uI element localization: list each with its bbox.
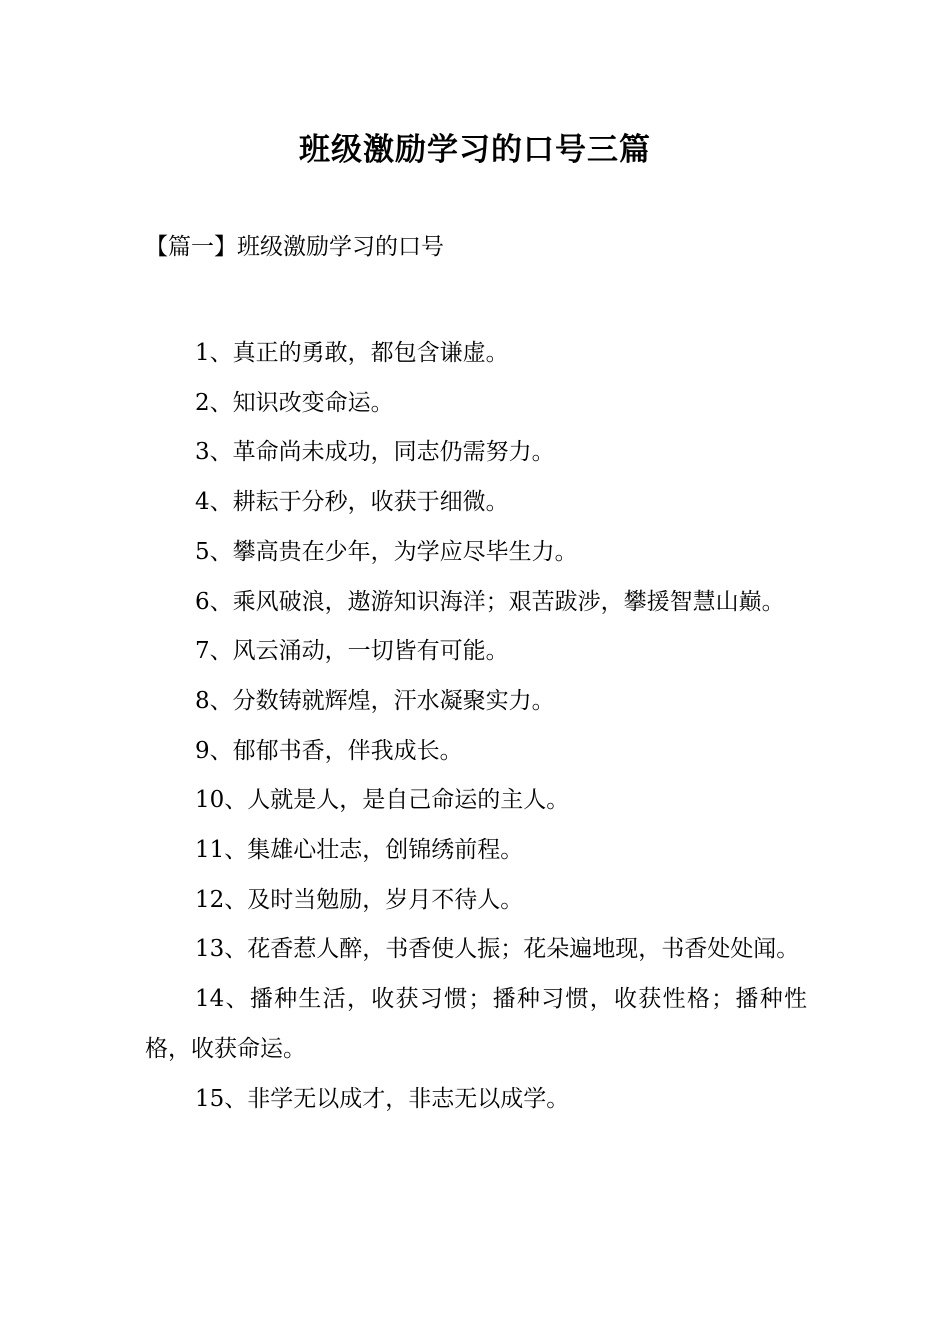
- list-item: 2、知识改变命运。: [195, 389, 394, 416]
- list-item: 4、耕耘于分秒，收获于细微。: [195, 489, 509, 516]
- list-item: 6、乘风破浪，遨游知识海洋；艰苦跋涉，攀援智慧山巅。: [195, 588, 785, 615]
- document-title: 班级激励学习的口号三篇: [299, 132, 651, 168]
- list-item: 3、革命尚未成功，同志仍需努力。: [195, 439, 555, 466]
- section-heading: 【篇一】班级激励学习的口号: [145, 234, 444, 260]
- list-item: 15、非学无以成才，非志无以成学。: [195, 1085, 570, 1112]
- list-item: 11、集雄心壮志，创锦绣前程。: [195, 837, 524, 864]
- list-item: 12、及时当勉励，岁月不待人。: [195, 886, 524, 913]
- list-item: 10、人就是人，是自己命运的主人。: [195, 787, 570, 814]
- list-item: 8、分数铸就辉煌，汗水凝聚实力。: [195, 687, 555, 714]
- list-item: 1、真正的勇敢，都包含谦虚。: [195, 340, 509, 366]
- list-item: 9、郁郁书香，伴我成长。: [195, 737, 463, 764]
- slogan-list: [145, 329, 807, 1124]
- list-item: 14、播种生活，收获习惯；播种习惯，收获性格；播种性格，收获命运。: [145, 986, 807, 1062]
- list-item: 13、花香惹人醉，书香使人振；花朵遍地现，书香处处闻。: [195, 936, 800, 963]
- list-item: 5、攀高贵在少年，为学应尽毕生力。: [195, 538, 578, 565]
- list-item: 7、风云涌动，一切皆有可能。: [195, 638, 509, 665]
